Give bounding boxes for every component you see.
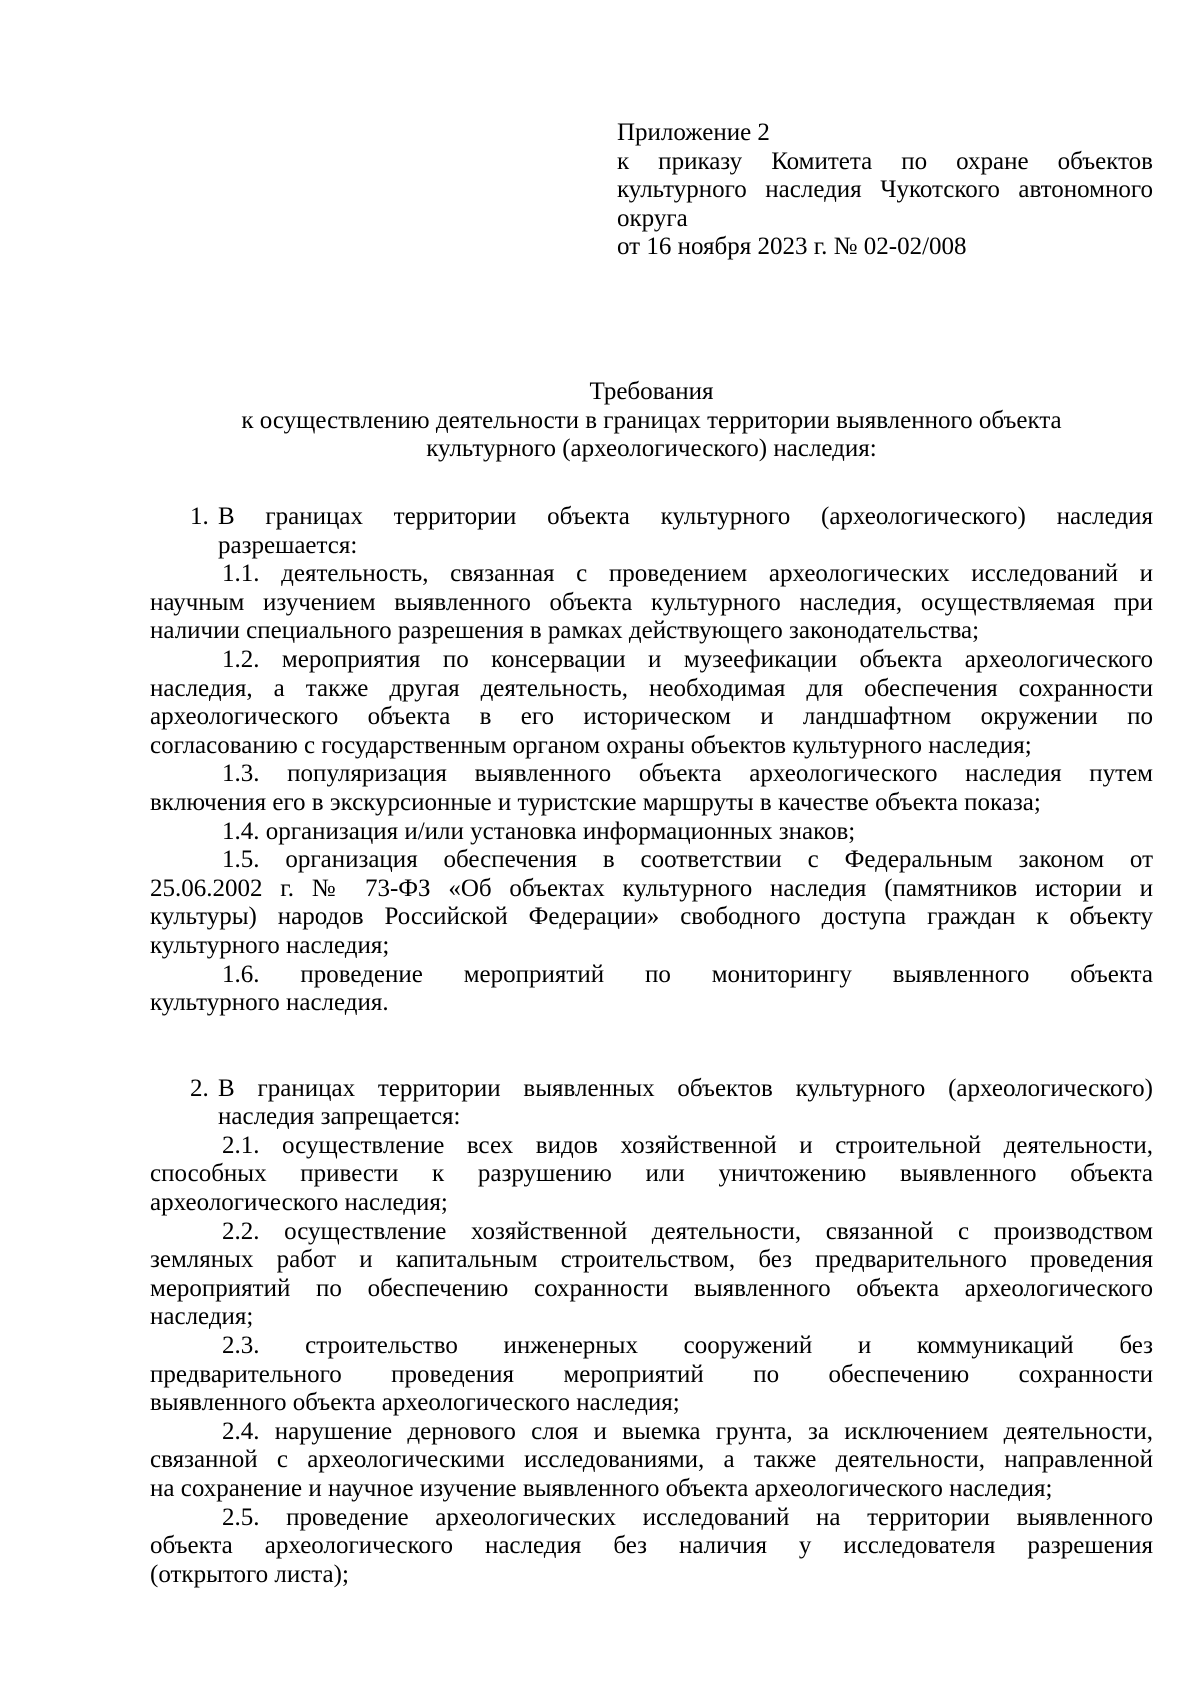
paragraph-line: предварительного проведения мероприятий по обеспечению сохранности (150, 1360, 1153, 1388)
paragraph-line: 1.1. деятельность, связанная с проведением археологических исследований и (222, 560, 1153, 588)
list-item (150, 1132, 1153, 1218)
section-permitted (150, 503, 1153, 1018)
paragraph-line: 2.1. осуществление всех видов хозяйственной и строительной деятельности, (222, 1131, 1153, 1159)
list-item (150, 1418, 1153, 1504)
section-title (150, 503, 1153, 560)
list-item (150, 646, 1153, 760)
paragraph-line: наследия, а также другая деятельность, необходимая для обеспечения сохранности (150, 674, 1153, 702)
paragraph-line: 1.6. проведение мероприятий по мониторингу выявленного объекта (222, 960, 1153, 988)
paragraph-line: объекта археологического наследия без наличия у исследователя разрешения (150, 1532, 1153, 1560)
section-number: 2. (190, 1074, 209, 1102)
document-heading (150, 378, 1153, 464)
section-title (150, 1075, 1153, 1132)
section-title-line: В границах территории выявленных объектов культурного (археологического) (218, 1074, 1153, 1102)
list-item (150, 961, 1153, 1018)
paragraph-line: мероприятий по обеспечению сохранности выявленного объекта археологического (150, 1274, 1153, 1302)
paragraph-line: выявленного объекта археологического наследия; (150, 1389, 680, 1417)
document-subtitle-line: к осуществлению деятельности в границах территории выявленного объекта (241, 406, 1062, 434)
list-item (150, 818, 1153, 847)
section-prohibited (150, 1075, 1153, 1590)
appendix-line: к приказу Комитета по охране объектов (617, 147, 1153, 175)
paragraph-line: 2.3. строительство инженерных сооружений и коммуникаций без (222, 1332, 1153, 1360)
list-item (150, 1504, 1153, 1590)
list-item (150, 846, 1153, 960)
section-title-line: наследия запрещается: (218, 1103, 461, 1131)
paragraph-line: 2.4. нарушение дернового слоя и выемка грунта, за исключением деятельности, (222, 1417, 1153, 1445)
paragraph-line: включения его в экскурсионные и туристские маршруты в качестве объекта показа; (150, 788, 1041, 816)
paragraph-line: наличии специального разрешения в рамках действующего законодательства; (150, 617, 980, 645)
paragraph-line: археологического наследия; (150, 1189, 448, 1217)
paragraph-line: связанной с археологическими исследованиями, а также деятельности, направленной (150, 1446, 1153, 1474)
appendix-header (617, 119, 1153, 262)
section-title-line: В границах территории объекта культурного (археологического) наследия (218, 503, 1153, 530)
list-item (150, 560, 1153, 646)
section-number: 1. (190, 503, 209, 530)
paragraph-line: 2.2. осуществление хозяйственной деятельности, связанной с производством (222, 1217, 1153, 1245)
paragraph-line: культурного наследия. (150, 989, 389, 1017)
list-item (150, 760, 1153, 817)
appendix-line: округа (617, 204, 688, 232)
paragraph-line: 1.4. организация и/или установка информационных знаков; (222, 817, 856, 845)
appendix-label: Приложение 2 (617, 119, 770, 146)
paragraph-line: культурного наследия; (150, 931, 390, 959)
paragraph-line: 1.5. организация обеспечения в соответствии с Федеральным законом от (222, 846, 1153, 874)
document-body (150, 503, 1153, 1589)
paragraph-line: 2.5. проведение археологических исследований на территории выявленного (222, 1503, 1153, 1531)
appendix-date-number: от 16 ноября 2023 г. № 02-02/008 (617, 233, 967, 261)
appendix-line: культурного наследия Чукотского автономного (617, 176, 1153, 204)
paragraph-line: 1.3. популяризация выявленного объекта археологического наследия путем (222, 760, 1153, 788)
paragraph-line: 25.06.2002 г. № 73-ФЗ «Об объектах культурного наследия (памятников истории и (150, 874, 1153, 902)
paragraph-line: наследия; (150, 1303, 254, 1331)
list-item (150, 1218, 1153, 1332)
document-subtitle-line: культурного (археологического) наследия: (426, 435, 877, 463)
paragraph-line: археологического объекта в его историческом и ландшафтном окружении по (150, 703, 1153, 731)
paragraph-line: земляных работ и капитальным строительством, без предварительного проведения (150, 1246, 1153, 1274)
paragraph-line: (открытого листа); (150, 1560, 349, 1588)
section-spacer (150, 1018, 1153, 1075)
document-title: Требования (589, 378, 714, 405)
list-item (150, 1332, 1153, 1418)
paragraph-line: согласованию с государственным органом охраны объектов культурного наследия; (150, 731, 1032, 759)
section-title-line: разрешается: (218, 531, 358, 559)
paragraph-line: культуры) народов Российской Федерации» свободного доступа граждан к объекту (150, 903, 1153, 931)
paragraph-line: 1.2. мероприятия по консервации и музеефикации объекта археологического (222, 645, 1153, 673)
paragraph-line: научным изучением выявленного объекта культурного наследия, осуществляемая при (150, 588, 1153, 616)
paragraph-line: способных привести к разрушению или уничтожению выявленного объекта (150, 1160, 1153, 1188)
paragraph-line: на сохранение и научное изучение выявленного объекта археологического наследия; (150, 1475, 1053, 1502)
